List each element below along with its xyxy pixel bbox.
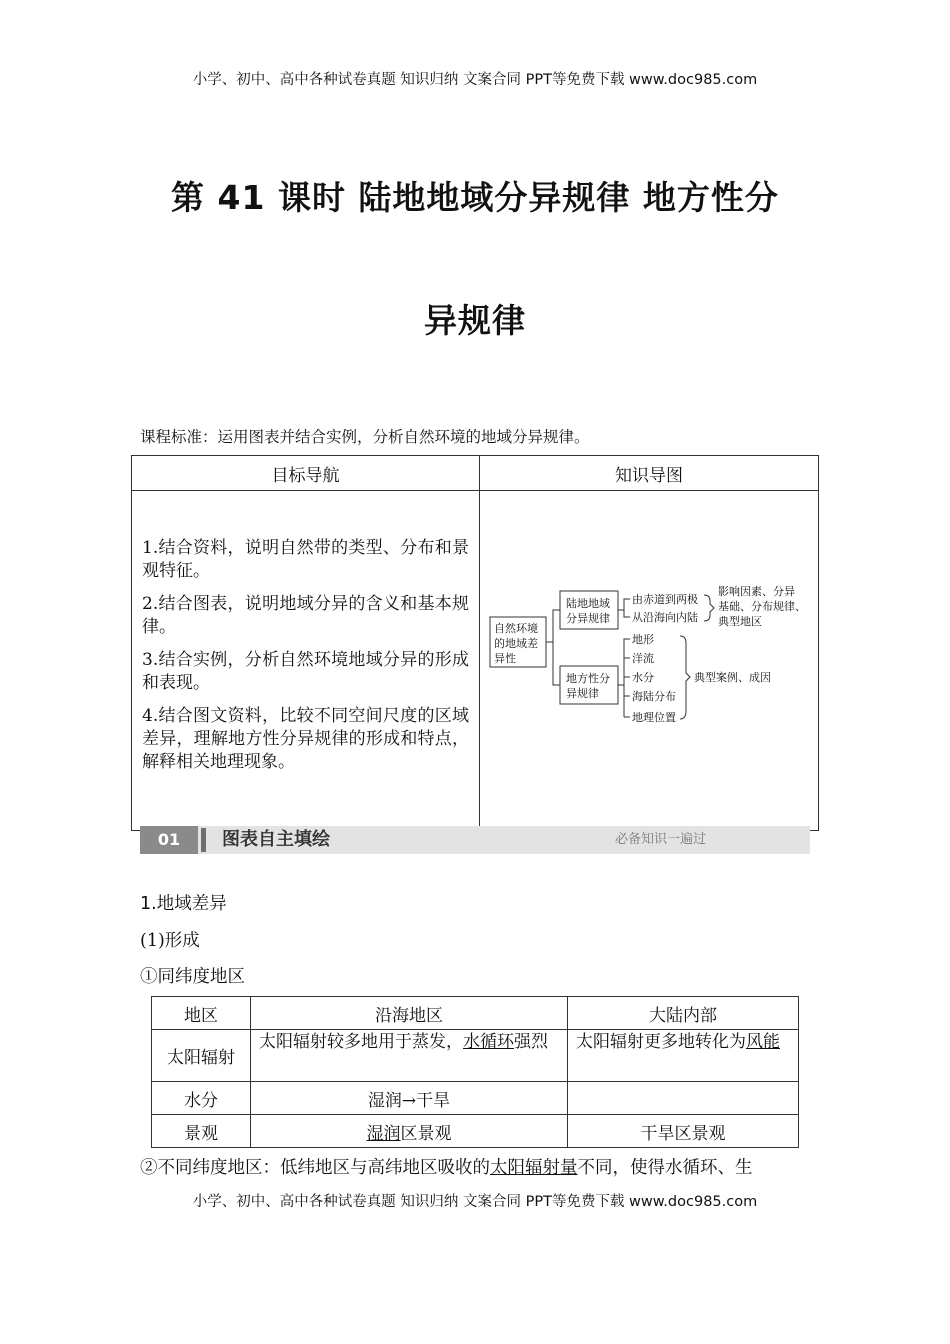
row-label: 水分 <box>152 1082 251 1115</box>
branch1-text-1: 陆地地域 <box>566 597 610 610</box>
branch2-item: 洋流 <box>632 652 654 665</box>
section-subtitle: 必备知识一遍过 <box>615 832 707 847</box>
section-divider <box>201 828 206 852</box>
goal-item: 2.结合图表，说明地域分异的含义和基本规律。 <box>142 594 469 637</box>
table-cell <box>568 1082 799 1115</box>
cell-text: 强烈 <box>514 1032 548 1052</box>
section-heading: 1.地域差异 <box>140 894 227 914</box>
branch2-text-2: 异规律 <box>566 687 599 700</box>
root-text-2: 的地域差 <box>494 637 538 650</box>
branch2-item: 地形 <box>632 633 654 646</box>
item-text: ②不同纬度地区：低纬地区与高纬地区吸收的 <box>140 1158 490 1178</box>
row-label: 太阳辐射 <box>152 1030 251 1082</box>
branch1-text-2: 分异规律 <box>566 612 610 625</box>
table-cell <box>568 1030 799 1082</box>
table-cell: 湿润→干旱 <box>251 1082 568 1115</box>
goals-map-table <box>131 455 819 831</box>
section-banner <box>140 826 810 854</box>
goal-item: 3.结合实例，分析自然环境地域分异的形成和表现。 <box>142 650 469 693</box>
page-title-line1: 第 41 课时 陆地地域分异规律 地方性分 <box>171 178 779 217</box>
blank-answer: 湿润 <box>366 1123 401 1144</box>
root-text-1: 自然环境 <box>494 622 538 635</box>
row-label: 景观 <box>152 1115 251 1148</box>
table-header-cell: 地区 <box>152 997 251 1030</box>
branch1-item: 由赤道到两极 <box>632 593 698 606</box>
goal-item: 1.结合资料，说明自然带的类型、分布和景观特征。 <box>142 538 469 581</box>
branch1-result-1: 影响因素、分异 <box>718 585 795 598</box>
blank-answer: 水循环 <box>463 1032 514 1052</box>
goals-header: 目标导航 <box>132 456 480 491</box>
goals-cell <box>132 491 480 831</box>
table-cell <box>251 1030 568 1082</box>
page-header: 小学、初中、高中各种试卷真题 知识归纳 文案合同 PPT等免费下载 www.doc985.com <box>192 72 758 88</box>
section-number: 01 <box>140 826 198 854</box>
blank-answer: 风能 <box>746 1032 780 1052</box>
cell-text: 太阳辐射较多地用于蒸发， <box>259 1032 463 1052</box>
mindmap-header: 知识导图 <box>480 456 819 491</box>
branch2-item: 地理位置 <box>632 711 676 724</box>
item-same-latitude: ①同纬度地区 <box>140 967 245 987</box>
page-title-line2: 异规律 <box>424 301 526 340</box>
branch2-result: 典型案例、成因 <box>694 671 771 684</box>
table-cell <box>251 1115 568 1148</box>
difference-table <box>151 996 799 1148</box>
mindmap-cell <box>480 491 819 831</box>
page-footer: 小学、初中、高中各种试卷真题 知识归纳 文案合同 PPT等免费下载 www.doc985.com <box>192 1194 758 1210</box>
curriculum-standard: 课程标准：运用图表并结合实例，分析自然环境的地域分异规律。 <box>140 428 590 446</box>
goal-item: 4.结合图文资料，比较不同空间尺度的区域差异，理解地方性分异规律的形成和特点，解释相关地理现象。 <box>142 706 469 772</box>
table-header-cell: 沿海地区 <box>251 997 568 1030</box>
branch2-text-1: 地方性分 <box>566 672 610 685</box>
cell-text: 太阳辐射更多地转化为 <box>576 1032 746 1052</box>
branch1-item: 从沿海向内陆 <box>632 611 698 624</box>
item-different-latitude <box>140 1154 753 1179</box>
table-header-cell: 大陆内部 <box>568 997 799 1030</box>
branch1-result-3: 典型地区 <box>718 615 762 628</box>
table-cell: 干旱区景观 <box>568 1115 799 1148</box>
root-text-3: 异性 <box>494 652 516 665</box>
cell-text: 区景观 <box>400 1123 452 1144</box>
item-text: 不同，使得水循环、生 <box>577 1158 753 1178</box>
branch2-item: 水分 <box>632 671 654 684</box>
blank-answer: 太阳辐射量 <box>490 1158 578 1178</box>
branch1-result-2: 基础、分布规律、 <box>718 600 806 613</box>
knowledge-mindmap <box>480 491 818 826</box>
section-title: 图表自主填绘 <box>222 829 330 850</box>
subheading: (1)形成 <box>140 931 200 951</box>
branch2-item: 海陆分布 <box>632 690 676 703</box>
